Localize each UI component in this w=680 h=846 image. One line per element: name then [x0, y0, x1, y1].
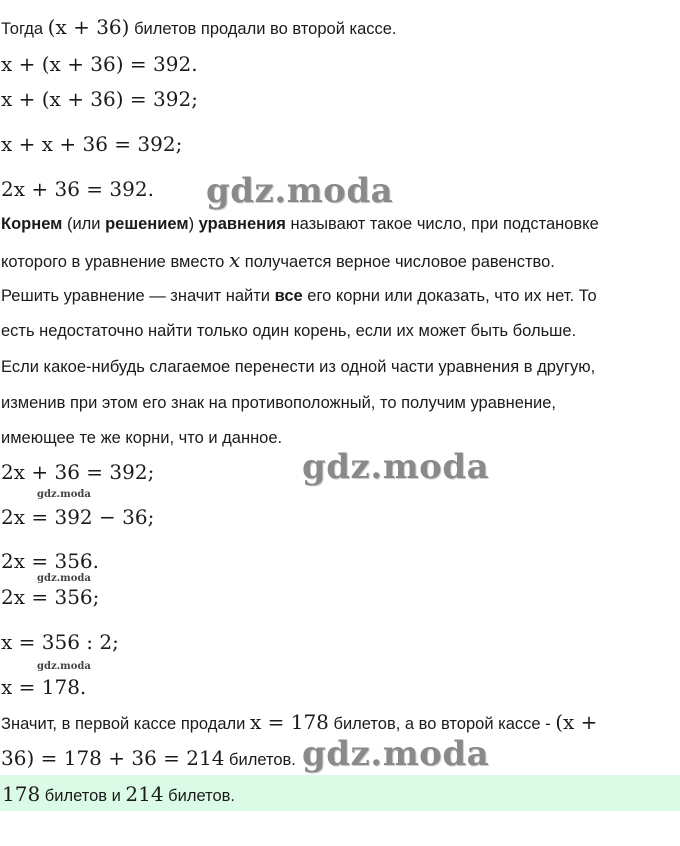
watermark-small-2: gdz.moda [37, 573, 91, 584]
intro-post: билетов продали во второй кассе. [134, 20, 397, 38]
conclusion-l1-pre: Значит, в первой кассе продали [1, 715, 250, 733]
watermark-large-2: gdz.moda [302, 447, 490, 487]
term-all: все [274, 287, 303, 305]
answer-box [0, 775, 680, 811]
answer-mid: билетов и [40, 787, 126, 805]
definition-line-3 [1, 285, 597, 307]
definition-line-4: есть недостаточно найти только один корень, если их может быть больше. [1, 322, 577, 340]
intro-pre: Тогда [1, 20, 44, 38]
definition-line-1 [1, 213, 599, 235]
definition-text-a: (или [62, 215, 106, 233]
conclusion-line-1 [1, 711, 597, 735]
definition-l3-post: его корни или доказать, что их нет. То [302, 287, 597, 305]
definition-l2-post: получается верное числовое равенство. [240, 253, 555, 271]
watermark-large-1: gdz.moda [206, 171, 394, 211]
rule-line-3: имеющее те же корни, что и данное. [1, 429, 283, 447]
watermark-small-1: gdz.moda [37, 489, 91, 500]
answer-number-2: 214 [125, 782, 164, 806]
watermark-small-3: gdz.moda [37, 661, 91, 672]
definition-text-c: называют такое число, при подстановке [285, 215, 599, 233]
intro-line [1, 16, 397, 40]
answer-text [2, 783, 235, 807]
conclusion-line-2 [1, 747, 296, 771]
equation-a4: 2x + 36 = 392. [1, 177, 154, 201]
equation-a2: x + (x + 36) = 392; [1, 87, 198, 111]
equation-b6: x = 178. [1, 675, 87, 699]
equation-a1: x + (x + 36) = 392. [1, 52, 198, 76]
equation-a3: x + x + 36 = 392; [1, 132, 183, 156]
watermark-large-3: gdz.moda [302, 734, 490, 774]
conclusion-l1-mid: билетов, а во второй кассе - [328, 715, 556, 733]
conclusion-expr-3: 36) = 178 + 36 = 214 [1, 746, 225, 770]
equation-b2: 2x = 392 − 36; [1, 505, 155, 529]
intro-expr: (x + 36) [47, 15, 130, 39]
equation-b3: 2x = 356. [1, 549, 100, 573]
equation-b5: x = 356 : 2; [1, 630, 119, 654]
definition-line-2 [1, 249, 555, 273]
equation-b1: 2x + 36 = 392; [1, 460, 155, 484]
conclusion-expr-1: x = 178 [249, 710, 329, 734]
answer-post: билетов. [163, 787, 235, 805]
definition-variable: x [228, 248, 241, 272]
rule-line-1: Если какое-нибудь слагаемое перенести из одной части уравнения в другую, [1, 358, 596, 376]
rule-line-2: изменив при этом его знак на противоположный, то получим уравнение, [1, 394, 557, 412]
term-equation: уравнения [198, 215, 286, 233]
definition-l3-pre: Решить уравнение — значит найти [1, 287, 275, 305]
conclusion-expr-2: (x + [555, 710, 598, 734]
definition-l2-pre: которого в уравнение вместо [1, 253, 229, 271]
equation-b4: 2x = 356; [1, 585, 100, 609]
definition-text-b: ) [188, 215, 199, 233]
answer-number-1: 178 [2, 782, 41, 806]
term-root: Корнем [1, 215, 63, 233]
term-solution: решением [105, 215, 189, 233]
conclusion-l2-post: билетов. [224, 751, 296, 769]
